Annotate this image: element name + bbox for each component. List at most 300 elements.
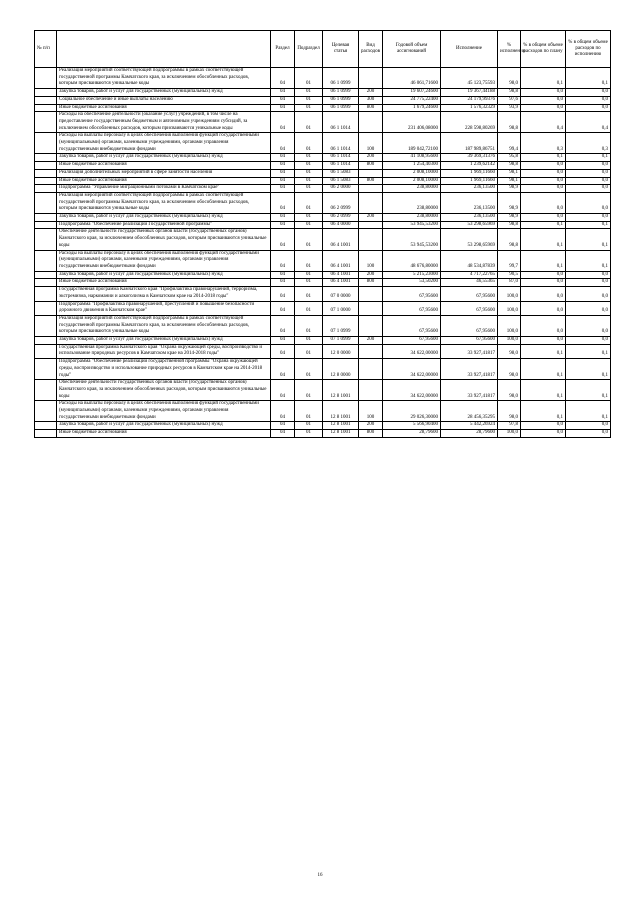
razdel-cell: 04 xyxy=(271,279,295,287)
table-row xyxy=(35,133,611,154)
expense-type-cell xyxy=(359,380,383,401)
execution-cell: 1 576,32329 xyxy=(441,104,498,112)
header-share-plan: % в общем объеме расходов по плану xyxy=(521,31,566,68)
num-cell xyxy=(35,89,57,97)
header-target-article: Целевая статья xyxy=(323,31,359,68)
table-row xyxy=(35,337,611,345)
header-execution: Исполнение xyxy=(441,31,498,68)
share-fact-cell: 0,1 xyxy=(566,68,611,89)
expense-type-cell xyxy=(359,287,383,301)
razdel-cell: 04 xyxy=(271,271,295,279)
expense-type-cell: 800 xyxy=(359,279,383,287)
annual-plan-cell: 231 406,08000 xyxy=(383,112,441,133)
podrazdel-cell: 01 xyxy=(295,192,323,213)
num-cell xyxy=(35,287,57,301)
execution-cell: 33 927,41817 xyxy=(441,359,498,380)
execution-cell: 39 369,31376 xyxy=(441,154,498,162)
podrazdel-cell: 01 xyxy=(295,133,323,154)
razdel-cell: 04 xyxy=(271,344,295,358)
share-plan-cell: 0,0 xyxy=(521,104,566,112)
expense-type-cell xyxy=(359,359,383,380)
execution-cell: 236,13500 xyxy=(441,192,498,213)
num-cell xyxy=(35,359,57,380)
share-plan-cell: 0,0 xyxy=(521,301,566,315)
table-row xyxy=(35,315,611,336)
share-fact-cell: 0,0 xyxy=(566,214,611,222)
razdel-cell: 04 xyxy=(271,154,295,162)
name-cell: Реализация мероприятий соответствующей подпрограммы в рамках соответствующей государственной программы Камчатского края, за исключением обособленных расходов, которым присваиваются уникальные коды xyxy=(57,315,271,336)
razdel-cell: 04 xyxy=(271,337,295,345)
share-fact-cell: 0,1 xyxy=(566,250,611,271)
num-cell xyxy=(35,301,57,315)
razdel-cell: 04 xyxy=(271,430,295,438)
annual-plan-cell: 5 566,90400 xyxy=(383,422,441,430)
podrazdel-cell: 01 xyxy=(295,287,323,301)
name-cell: Расходы на выплаты персоналу в целях обеспечения выполнения функций государственными (муниципальными) органами, казенными учреждениями, органами управления государственными внебюджетными фондами xyxy=(57,133,271,154)
share-plan-cell: 0,0 xyxy=(521,169,566,177)
header-annual-plan: Годовой объем ассигнований xyxy=(383,31,441,68)
target-article-cell: 06 1 0999 xyxy=(323,89,359,97)
share-fact-cell: 0,0 xyxy=(566,104,611,112)
num-cell xyxy=(35,430,57,438)
razdel-cell: 04 xyxy=(271,185,295,193)
table-row xyxy=(35,185,611,193)
execution-cell: 28 456,35295 xyxy=(441,401,498,422)
podrazdel-cell: 01 xyxy=(295,301,323,315)
num-cell xyxy=(35,250,57,271)
expense-type-cell xyxy=(359,315,383,336)
header-podrazdel: Подраздел xyxy=(295,31,323,68)
razdel-cell: 04 xyxy=(271,301,295,315)
name-cell: Иные бюджетные ассигнования xyxy=(57,104,271,112)
name-cell: Подпрограмма "Обеспечение реализации государственной программы "Охрана окружающей среды, воспроизводство и использование природных ресурсов в Камчатском крае на 2014-2018 годы" xyxy=(57,359,271,380)
target-article-cell: 07 1 0000 xyxy=(323,301,359,315)
share-plan-cell: 0,0 xyxy=(521,271,566,279)
name-cell: Иные бюджетные ассигнования xyxy=(57,177,271,185)
podrazdel-cell: 01 xyxy=(295,229,323,250)
share-plan-cell: 0,0 xyxy=(521,337,566,345)
num-cell xyxy=(35,68,57,89)
podrazdel-cell: 01 xyxy=(295,214,323,222)
execution-pct-cell: 90,5 xyxy=(498,271,521,279)
name-cell: Иные бюджетные ассигнования xyxy=(57,430,271,438)
expense-type-cell: 800 xyxy=(359,104,383,112)
annual-plan-cell: 34 622,00000 xyxy=(383,359,441,380)
share-fact-cell: 0,1 xyxy=(566,229,611,250)
annual-plan-cell: 67,95600 xyxy=(383,301,441,315)
share-plan-cell: 0,1 xyxy=(521,344,566,358)
name-cell: Социальное обеспечение и иные выплаты населению xyxy=(57,96,271,104)
table-row xyxy=(35,229,611,250)
table-row xyxy=(35,279,611,287)
execution-cell: 19 367,44188 xyxy=(441,89,498,97)
table-row xyxy=(35,154,611,162)
execution-pct-cell: 98,9 xyxy=(498,214,521,222)
execution-pct-cell: 97,6 xyxy=(498,96,521,104)
target-article-cell: 06 4 1001 xyxy=(323,250,359,271)
podrazdel-cell: 01 xyxy=(295,430,323,438)
target-article-cell: 12 0 0000 xyxy=(323,344,359,358)
share-fact-cell: 0,0 xyxy=(566,192,611,213)
share-fact-cell: 0,1 xyxy=(566,380,611,401)
execution-pct-cell: 100,0 xyxy=(498,315,521,336)
expense-type-cell: 200 xyxy=(359,89,383,97)
name-cell: Закупка товаров, работ и услуг для государственных (муниципальных) нужд xyxy=(57,89,271,97)
num-cell xyxy=(35,221,57,229)
execution-pct-cell: 100,0 xyxy=(498,287,521,301)
razdel-cell: 04 xyxy=(271,96,295,104)
execution-pct-cell: 98,0 xyxy=(498,359,521,380)
num-cell xyxy=(35,422,57,430)
share-fact-cell: 0,0 xyxy=(566,185,611,193)
execution-cell: 24 179,99376 xyxy=(441,96,498,104)
target-article-cell: 06 1 1014 xyxy=(323,112,359,133)
execution-pct-cell: 87,0 xyxy=(498,279,521,287)
razdel-cell: 04 xyxy=(271,162,295,170)
execution-cell: 67,95600 xyxy=(441,301,498,315)
podrazdel-cell: 01 xyxy=(295,169,323,177)
execution-pct-cell: 100,0 xyxy=(498,301,521,315)
share-fact-cell: 0,0 xyxy=(566,337,611,345)
expense-type-cell xyxy=(359,229,383,250)
razdel-cell: 04 xyxy=(271,380,295,401)
execution-pct-cell: 93,9 xyxy=(498,104,521,112)
razdel-cell: 04 xyxy=(271,359,295,380)
execution-pct-cell: 98,1 xyxy=(498,177,521,185)
name-cell: Подпрограмма "Профилактика правонарушений, преступлений и повышение безопасности дорожного движения в Камчатском крае" xyxy=(57,301,271,315)
share-plan-cell: 0,0 xyxy=(521,89,566,97)
annual-plan-cell: 67,95600 xyxy=(383,287,441,301)
share-fact-cell: 0,0 xyxy=(566,96,611,104)
share-plan-cell: 0,1 xyxy=(521,380,566,401)
annual-plan-cell: 53 945,53200 xyxy=(383,229,441,250)
annual-plan-cell: 24 775,22400 xyxy=(383,96,441,104)
target-article-cell: 12 8 1001 xyxy=(323,401,359,422)
podrazdel-cell: 01 xyxy=(295,250,323,271)
name-cell: Закупка товаров, работ и услуг для государственных (муниципальных) нужд xyxy=(57,214,271,222)
annual-plan-cell: 238,80000 xyxy=(383,185,441,193)
share-plan-cell: 0,0 xyxy=(521,422,566,430)
execution-pct-cell: 98,9 xyxy=(498,192,521,213)
execution-cell: 1 969,11660 xyxy=(441,169,498,177)
name-cell: Реализация мероприятий соответствующей подпрограммы в рамках соответствующей государственной программы Камчатского края, за исключением обособленных расходов, которым присваиваются уникальные коды xyxy=(57,68,271,89)
execution-pct-cell: 95,8 xyxy=(498,154,521,162)
podrazdel-cell: 01 xyxy=(295,380,323,401)
razdel-cell: 04 xyxy=(271,177,295,185)
execution-pct-cell: 98,0 xyxy=(498,380,521,401)
execution-cell: 53 298,65969 xyxy=(441,229,498,250)
share-plan-cell: 0,0 xyxy=(521,192,566,213)
target-article-cell: 06 1 0999 xyxy=(323,68,359,89)
execution-pct-cell: 97,8 xyxy=(498,422,521,430)
execution-pct-cell: 98,8 xyxy=(498,162,521,170)
table-row xyxy=(35,401,611,422)
share-fact-cell: 0,0 xyxy=(566,279,611,287)
annual-plan-cell: 53 945,53200 xyxy=(383,221,441,229)
share-fact-cell: 0,0 xyxy=(566,271,611,279)
name-cell: Государственная программа Камчатского края "Профилактика правонарушений, терроризма, экстремизма, наркомании и алкоголизма в Камчатском крае на 2014-2018 годы" xyxy=(57,287,271,301)
share-fact-cell: 0,0 xyxy=(566,315,611,336)
annual-plan-cell: 46 061,71600 xyxy=(383,68,441,89)
annual-plan-cell: 28,79600 xyxy=(383,430,441,438)
execution-cell: 187 989,86751 xyxy=(441,133,498,154)
name-cell: Реализация мероприятий соответствующей подпрограммы в рамках соответствующей государственной программы Камчатского края, за исключением обособленных расходов, которым присваиваются уникальные коды xyxy=(57,192,271,213)
execution-pct-cell: 98,1 xyxy=(498,169,521,177)
razdel-cell: 04 xyxy=(271,89,295,97)
name-cell: Обеспечение деятельности государственных органов власти (государственных органов) Камчатского края, за исключением обособленных расходов, которым присваиваются уникальные коды xyxy=(57,229,271,250)
name-cell: Закупка товаров, работ и услуг для государственных (муниципальных) нужд xyxy=(57,271,271,279)
annual-plan-cell: 34 622,00000 xyxy=(383,344,441,358)
name-cell: Закупка товаров, работ и услуг для государственных (муниципальных) нужд xyxy=(57,337,271,345)
target-article-cell: 07 0 0000 xyxy=(323,287,359,301)
podrazdel-cell: 01 xyxy=(295,112,323,133)
target-article-cell: 12 8 0000 xyxy=(323,359,359,380)
execution-pct-cell: 99,4 xyxy=(498,133,521,154)
expense-type-cell: 800 xyxy=(359,162,383,170)
podrazdel-cell: 01 xyxy=(295,359,323,380)
num-cell xyxy=(35,401,57,422)
share-fact-cell: 0,0 xyxy=(566,287,611,301)
share-plan-cell: 0,1 xyxy=(521,221,566,229)
name-cell: Подпрограмма "Управление миграционными потоками в Камчатском крае" xyxy=(57,185,271,193)
expense-type-cell xyxy=(359,221,383,229)
share-fact-cell: 0,1 xyxy=(566,221,611,229)
expense-type-cell: 200 xyxy=(359,214,383,222)
annual-plan-cell: 1 254,40300 xyxy=(383,162,441,170)
execution-pct-cell: 98,8 xyxy=(498,229,521,250)
num-cell xyxy=(35,337,57,345)
share-fact-cell: 0,0 xyxy=(566,177,611,185)
share-plan-cell: 0,0 xyxy=(521,185,566,193)
share-plan-cell: 0,0 xyxy=(521,162,566,170)
table-row xyxy=(35,380,611,401)
razdel-cell: 04 xyxy=(271,315,295,336)
table-row xyxy=(35,162,611,170)
execution-cell: 5 442,26924 xyxy=(441,422,498,430)
execution-pct-cell: 98,0 xyxy=(498,401,521,422)
table-row xyxy=(35,89,611,97)
execution-cell: 67,95600 xyxy=(441,315,498,336)
podrazdel-cell: 01 xyxy=(295,221,323,229)
expense-type-cell: 200 xyxy=(359,271,383,279)
execution-cell: 45 123,75593 xyxy=(441,68,498,89)
num-cell xyxy=(35,279,57,287)
share-fact-cell: 0,1 xyxy=(566,359,611,380)
execution-cell: 53 298,65969 xyxy=(441,221,498,229)
annual-plan-cell: 5 215,23000 xyxy=(383,271,441,279)
podrazdel-cell: 01 xyxy=(295,315,323,336)
annual-plan-cell: 19 607,24600 xyxy=(383,89,441,97)
target-article-cell: 06 1 0999 xyxy=(323,96,359,104)
razdel-cell: 04 xyxy=(271,214,295,222)
target-article-cell: 06 4 1001 xyxy=(323,229,359,250)
num-cell xyxy=(35,154,57,162)
num-cell xyxy=(35,380,57,401)
table-row xyxy=(35,169,611,177)
share-fact-cell: 0,1 xyxy=(566,154,611,162)
share-plan-cell: 0,0 xyxy=(521,279,566,287)
annual-plan-cell: 1 679,24600 xyxy=(383,104,441,112)
table-row xyxy=(35,250,611,271)
podrazdel-cell: 01 xyxy=(295,162,323,170)
execution-cell: 48 534,87839 xyxy=(441,250,498,271)
table-row xyxy=(35,287,611,301)
share-plan-cell: 0,1 xyxy=(521,229,566,250)
num-cell xyxy=(35,315,57,336)
table-body xyxy=(35,68,611,438)
num-cell xyxy=(35,214,57,222)
target-article-cell: 12 8 1001 xyxy=(323,430,359,438)
execution-pct-cell: 99,7 xyxy=(498,250,521,271)
podrazdel-cell: 01 xyxy=(295,68,323,89)
razdel-cell: 04 xyxy=(271,112,295,133)
header-num: № п/п xyxy=(35,31,57,68)
table-row xyxy=(35,192,611,213)
annual-plan-cell: 2 008,10000 xyxy=(383,177,441,185)
table-row xyxy=(35,177,611,185)
annual-plan-cell: 238,80000 xyxy=(383,192,441,213)
share-fact-cell: 0,1 xyxy=(566,344,611,358)
num-cell xyxy=(35,162,57,170)
target-article-cell: 06 4 0000 xyxy=(323,221,359,229)
expense-type-cell xyxy=(359,192,383,213)
expense-type-cell: 200 xyxy=(359,154,383,162)
annual-plan-cell: 34 622,00000 xyxy=(383,380,441,401)
razdel-cell: 04 xyxy=(271,229,295,250)
share-plan-cell: 0,1 xyxy=(521,154,566,162)
num-cell xyxy=(35,185,57,193)
execution-cell: 236,13500 xyxy=(441,214,498,222)
page-number: 16 xyxy=(317,873,323,878)
podrazdel-cell: 01 xyxy=(295,344,323,358)
podrazdel-cell: 01 xyxy=(295,96,323,104)
name-cell: Государственная программа Камчатского края "Охрана окружающей среды, воспроизводство и использование природных ресурсов в Камчатском крае на 2014-2018 годы" xyxy=(57,344,271,358)
name-cell: Расходы на выплаты персоналу в целях обеспечения выполнения функций государственными (муниципальными) органами, казенными учреждениями, органами управления государственными внебюджетными фондами xyxy=(57,401,271,422)
name-cell: Иные бюджетные ассигнования xyxy=(57,279,271,287)
razdel-cell: 04 xyxy=(271,192,295,213)
expense-type-cell: 100 xyxy=(359,250,383,271)
num-cell xyxy=(35,344,57,358)
podrazdel-cell: 01 xyxy=(295,154,323,162)
target-article-cell: 06 1 1014 xyxy=(323,154,359,162)
target-article-cell: 07 1 0999 xyxy=(323,315,359,336)
share-fact-cell: 0,4 xyxy=(566,112,611,133)
target-article-cell: 06 4 1001 xyxy=(323,271,359,279)
expense-type-cell xyxy=(359,112,383,133)
share-plan-cell: 0,1 xyxy=(521,401,566,422)
expense-type-cell: 800 xyxy=(359,430,383,438)
execution-pct-cell: 98,8 xyxy=(498,221,521,229)
expense-type-cell: 100 xyxy=(359,401,383,422)
target-article-cell: 07 1 0999 xyxy=(323,337,359,345)
name-cell: Расходы на обеспечение деятельности (оказание услуг) учреждений, в том числе на предоставление государственным бюджетным и автономным учреждениям субсидий, за исключением обособленных расходов, которым присваиваются уникальные коды xyxy=(57,112,271,133)
expense-type-cell: 200 xyxy=(359,337,383,345)
annual-plan-cell: 48 676,80000 xyxy=(383,250,441,271)
expense-type-cell: 800 xyxy=(359,177,383,185)
share-plan-cell: 0,0 xyxy=(521,214,566,222)
podrazdel-cell: 01 xyxy=(295,185,323,193)
share-plan-cell: 0,1 xyxy=(521,68,566,89)
execution-cell: 236,13500 xyxy=(441,185,498,193)
name-cell: Иные бюджетные ассигнования xyxy=(57,162,271,170)
execution-cell: 46,55365 xyxy=(441,279,498,287)
num-cell xyxy=(35,192,57,213)
table-row xyxy=(35,301,611,315)
target-article-cell: 06 1 5083 xyxy=(323,169,359,177)
razdel-cell: 04 xyxy=(271,68,295,89)
target-article-cell: 06 1 0999 xyxy=(323,104,359,112)
target-article-cell: 06 2 0999 xyxy=(323,214,359,222)
table-header-row xyxy=(35,31,611,68)
razdel-cell: 04 xyxy=(271,221,295,229)
execution-pct-cell: 100,0 xyxy=(498,337,521,345)
target-article-cell: 12 8 1001 xyxy=(323,422,359,430)
table-row xyxy=(35,68,611,89)
podrazdel-cell: 01 xyxy=(295,337,323,345)
razdel-cell: 04 xyxy=(271,250,295,271)
share-plan-cell: 0,0 xyxy=(521,430,566,438)
annual-plan-cell: 67,95600 xyxy=(383,315,441,336)
expense-type-cell: 300 xyxy=(359,96,383,104)
razdel-cell: 04 xyxy=(271,422,295,430)
table-row xyxy=(35,422,611,430)
num-cell xyxy=(35,169,57,177)
name-cell: Обеспечение деятельности государственных органов власти (государственных органов) Камчатского края, за исключением обособленных расходов, которым присваиваются уникальные коды xyxy=(57,380,271,401)
name-cell: Закупка товаров, работ и услуг для государственных (муниципальных) нужд xyxy=(57,422,271,430)
execution-cell: 33 927,41817 xyxy=(441,380,498,401)
table-row xyxy=(35,359,611,380)
share-plan-cell: 0,3 xyxy=(521,133,566,154)
execution-pct-cell: 100,0 xyxy=(498,430,521,438)
share-plan-cell: 0,0 xyxy=(521,287,566,301)
annual-plan-cell: 2 008,10000 xyxy=(383,169,441,177)
share-fact-cell: 0,3 xyxy=(566,133,611,154)
target-article-cell: 06 2 0000 xyxy=(323,185,359,193)
execution-cell: 33 927,41817 xyxy=(441,344,498,358)
podrazdel-cell: 01 xyxy=(295,104,323,112)
table-row xyxy=(35,214,611,222)
execution-cell: 1 239,62142 xyxy=(441,162,498,170)
share-plan-cell: 0,0 xyxy=(521,177,566,185)
target-article-cell: 06 2 0999 xyxy=(323,192,359,213)
expense-type-cell xyxy=(359,344,383,358)
header-razdel: Раздел xyxy=(271,31,295,68)
header-share-fact: % в общем объеме расходов по исполнению xyxy=(566,31,611,68)
share-plan-cell: 0,1 xyxy=(521,359,566,380)
razdel-cell: 04 xyxy=(271,169,295,177)
razdel-cell: 04 xyxy=(271,401,295,422)
podrazdel-cell: 01 xyxy=(295,271,323,279)
table-row xyxy=(35,96,611,104)
target-article-cell: 06 1 1014 xyxy=(323,133,359,154)
num-cell xyxy=(35,104,57,112)
razdel-cell: 04 xyxy=(271,287,295,301)
target-article-cell: 06 1 5083 xyxy=(323,177,359,185)
share-fact-cell: 0,0 xyxy=(566,162,611,170)
execution-cell: 67,95600 xyxy=(441,287,498,301)
execution-pct-cell: 98,0 xyxy=(498,344,521,358)
execution-pct-cell: 98,9 xyxy=(498,185,521,193)
table-row xyxy=(35,271,611,279)
execution-cell: 4 717,22765 xyxy=(441,271,498,279)
execution-pct-cell: 98,8 xyxy=(498,112,521,133)
table-row xyxy=(35,344,611,358)
annual-plan-cell: 238,80000 xyxy=(383,214,441,222)
num-cell xyxy=(35,133,57,154)
name-cell: Подпрограмма "Обеспечение реализации Государственной программы" xyxy=(57,221,271,229)
share-fact-cell: 0,1 xyxy=(566,401,611,422)
table-row xyxy=(35,104,611,112)
